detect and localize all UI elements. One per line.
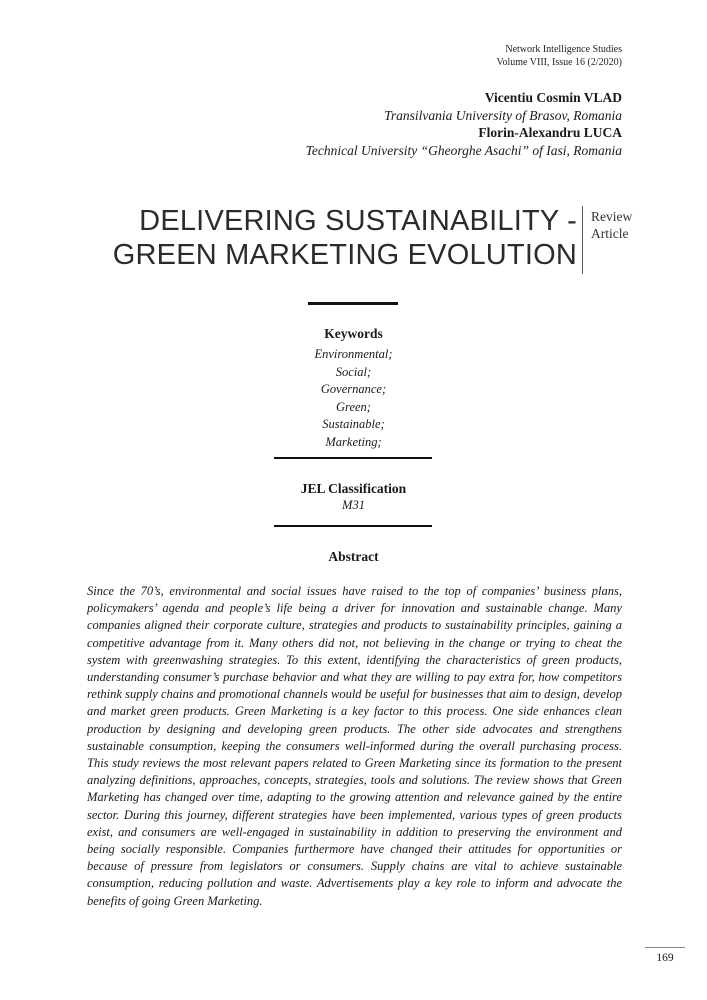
author-affiliation-2: Technical University “Gheorghe Asachi” of Iasi, Romania xyxy=(305,142,622,158)
title-divider xyxy=(582,206,583,274)
title-line-2: GREEN MARKETING EVOLUTION xyxy=(112,239,577,271)
article-type-line-2: Article xyxy=(591,226,629,241)
paper-title xyxy=(113,204,577,272)
journal-name: Network Intelligence Studies xyxy=(505,44,622,55)
keywords-heading: Keywords xyxy=(324,326,383,341)
keyword-item: Green; xyxy=(336,399,371,414)
journal-header xyxy=(497,43,622,69)
author-block xyxy=(306,89,622,159)
abstract-text: Since the 70’s, environmental and social issues have raised to the top of companies’ business plans, policymakers’ agenda and people’s life being a driver for innovation and sustainable change. Many companies aligned their corporate culture, strategies and products to sustainability principles, gaining a competitive advantage from it. Many others did not, not believing in the change or trying to cheat the system with greenwashing strategies. To this extent, identifying the characteristics of green products, understanding consumer’s purchase behavior and what they are willing to pay extra for, how competitors rethink supply chains and promotional channels would be useful for businesses that aim to design, develop and market green products. Green Marketing is a key factor to this process. One side enhances clean production by designing and developing green products. The other side advocates and strengthens sustainable consumption, keeping the consumers well-informed during the overall purchasing process. This study reviews the most relevant papers related to Green Marketing since its formation to the present analyzing definitions, approaches, concepts, strategies, tools and solutions. The review shows that Green Marketing has changed over time, adapting to the growing attention and relevance gained by the entire sector. During this journey, different strategies have been implemented, various types of green products exist, and consumers are well-engaged in sustainability in addition to preserving the environment and being socially responsible. Companies furthermore have changed their attitudes for opportunities or because of pressure from legislators or consumers. Supply chains are vital to achieve sustainable consumption, reducing pollution and waste. Advertisements play a key role to inform and advocate the benefits of going Green Marketing. xyxy=(87,584,622,908)
abstract-heading: Abstract xyxy=(328,549,379,564)
title-rule xyxy=(308,302,398,305)
author-name-2: Florin-Alexandru LUCA xyxy=(478,125,622,140)
title-line-1: DELIVERING SUSTAINABILITY - xyxy=(139,205,577,237)
jel-heading: JEL Classification xyxy=(300,481,407,496)
keyword-item: Governance; xyxy=(320,382,387,396)
article-type-line-1: Review xyxy=(591,209,633,224)
keywords-list xyxy=(0,346,707,451)
keyword-item: Environmental; xyxy=(314,347,393,361)
keywords-rule xyxy=(274,457,432,459)
jel-code: M31 xyxy=(342,498,365,512)
keyword-item: Social; xyxy=(335,364,372,379)
author-name-1: Vicentiu Cosmin VLAD xyxy=(484,90,622,105)
keyword-item: Sustainable; xyxy=(322,417,385,431)
article-type xyxy=(591,208,632,242)
journal-volume: Volume VIII, Issue 16 (2/2020) xyxy=(496,57,622,68)
footer-rule xyxy=(645,947,685,948)
jel-rule xyxy=(274,525,432,527)
author-affiliation-1: Transilvania University of Brasov, Romania xyxy=(384,107,622,123)
keyword-item: Marketing; xyxy=(325,434,382,449)
page-number: 169 xyxy=(656,952,674,964)
